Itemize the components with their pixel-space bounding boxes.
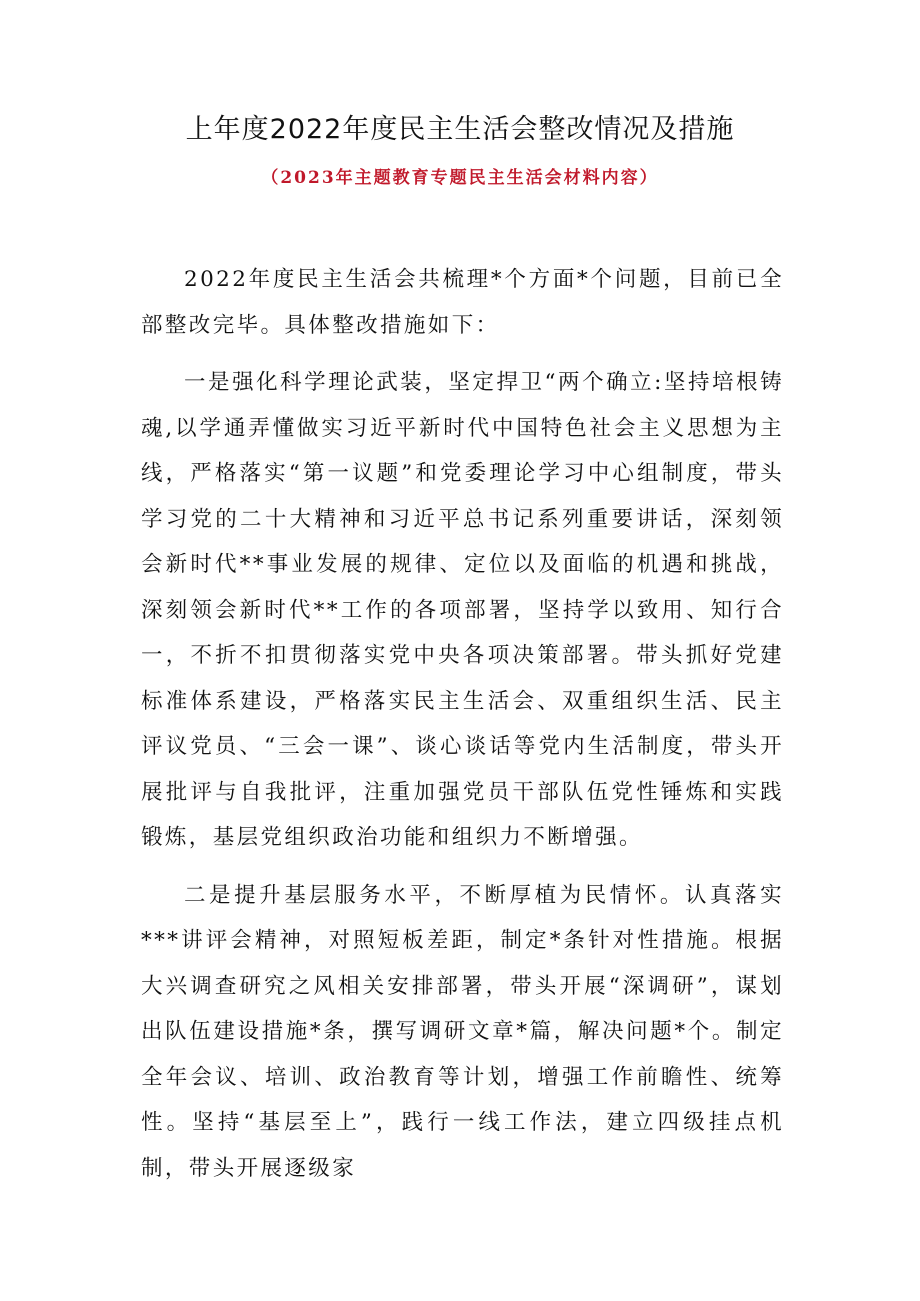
paragraph-measure-one: 一是强化科学理论武装，坚定捍卫“两个确立:坚持培根铸魂,以学通弄懂做实习近平新时代中国特色社会主义思想为主线，严格落实“第一议题”和党委理论学习中心组制度，带头学习党的二十大精神和习近平总书记系列重要讲话，深刻领会新时代**事业发展的规律、定位以及面临的机遇和挑战，深刻领会新时代**工作的各项部署，坚持学以致用、知行合一，不折不扣贯彻落实党中央各项决策部署。带头抓好党建标准体系建设，严格落实民主生活会、双重组织生活、民主评议党员、“三会一课”、谈心谈话等党内生活制度，带头开展批评与自我批评，注重加强党员干部队伍党性锤炼和实践锻炼，基层党组织政治功能和组织力不断增强。 bbox=[141, 370, 784, 850]
document-title: 上年度2022年度民主生活会整改情况及措施 bbox=[185, 114, 735, 145]
document-subtitle: （2023年主题教育专题民主生活会材料内容） bbox=[261, 168, 659, 188]
document-body bbox=[141, 257, 784, 1203]
paragraph-measure-two: 二是提升基层服务水平，不断厚植为民情怀。认真落实***讲评会精神，对照短板差距，制定*条针对性措施。根据大兴调查研究之风相关安排部署，带头开展“深调研”，谋划出队伍建设措施*条，撰写调研文章*篇，解决问题*个。制定全年会议、培训、政治教育等计划，增强工作前瞻性、统筹性。坚持“基层至上”，践行一线工作法，建立四级挂点机制，带头开展逐级家 bbox=[141, 882, 784, 1181]
paragraph-intro: 2022年度民主生活会共梳理*个方面*个问题，目前已全部整改完毕。具体整改措施如下： bbox=[141, 267, 784, 338]
